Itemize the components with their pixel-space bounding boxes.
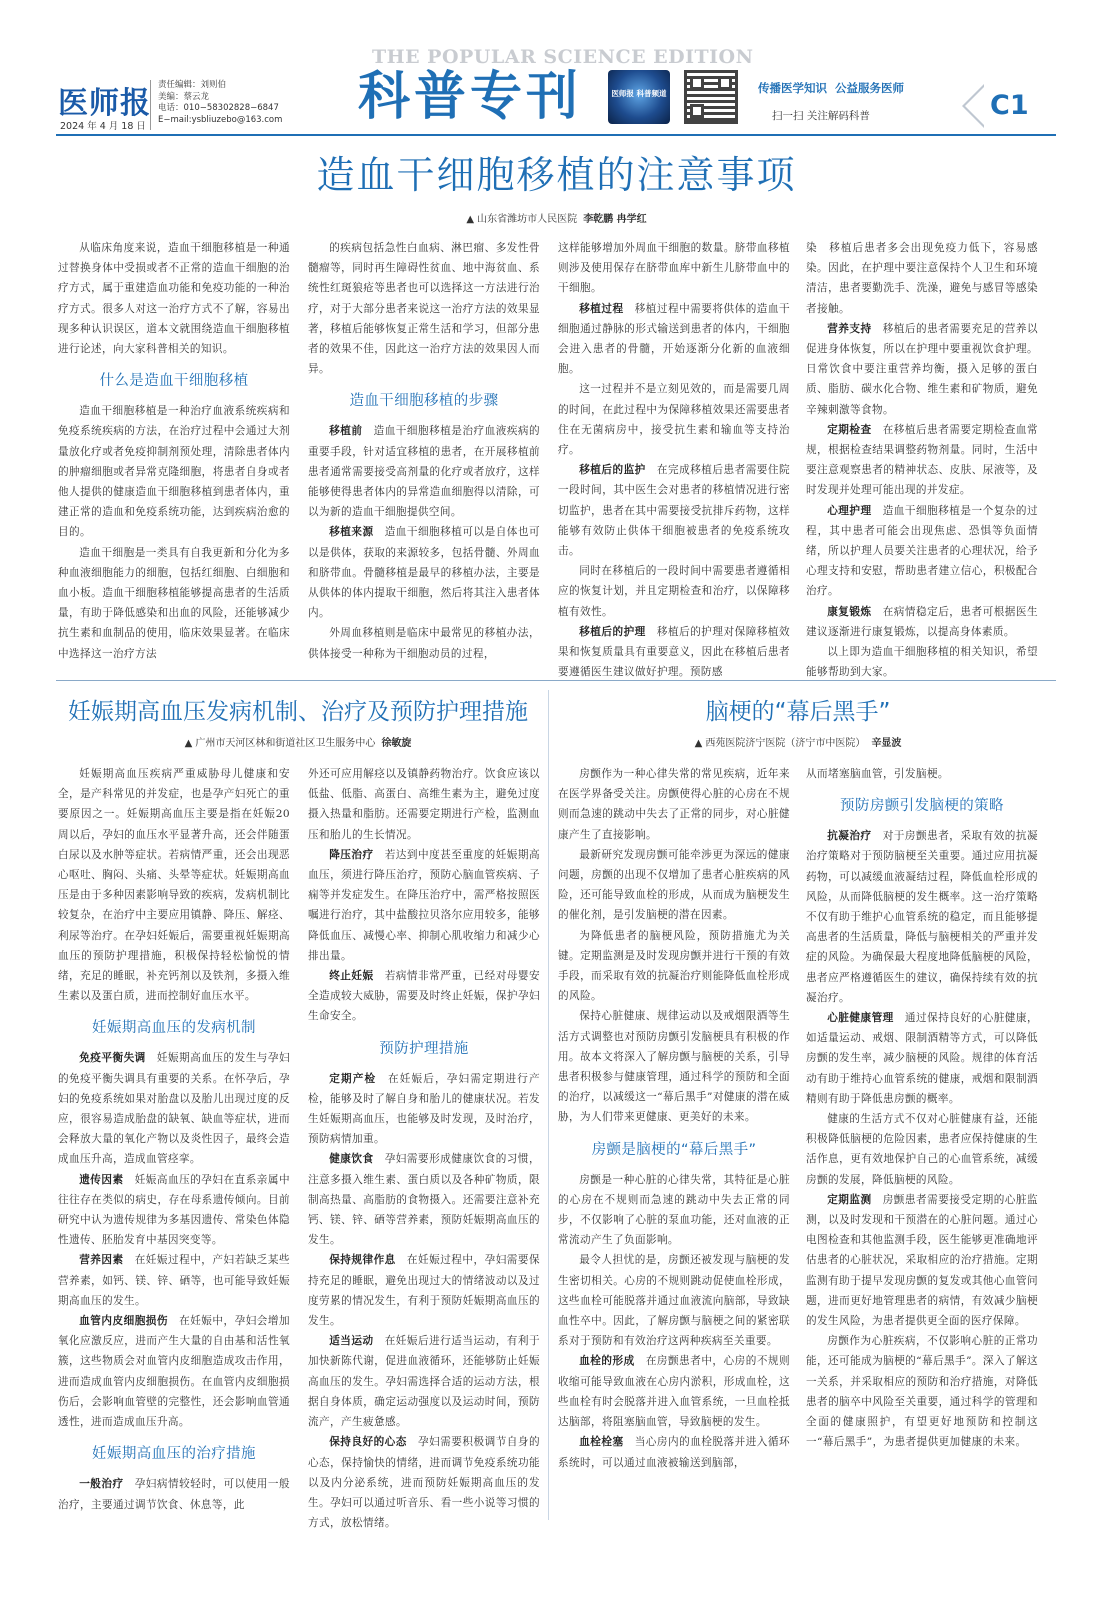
paragraph-keyword: 康复锻炼 xyxy=(827,605,872,618)
paragraph xyxy=(558,926,790,1007)
section-heading: 预防护理措施 xyxy=(379,1040,469,1057)
paragraph xyxy=(558,238,790,299)
article1-col xyxy=(806,238,1038,682)
paragraph xyxy=(558,1432,790,1472)
section-heading: 预防房颤引发脑梗的策略 xyxy=(840,798,1004,815)
paragraph-text: 通过保持良好的心脏健康，如适量运动、戒烟、限制酒精等方式，可以降低房颤的发生率，减少脑梗的风险。规律的体育活动有助于维持心血管系统的健康，戒烟和限制酒精则有助于降低患房颤的概率。 xyxy=(806,1012,1038,1105)
paragraph xyxy=(806,238,1038,319)
article3-col xyxy=(558,764,790,1473)
paragraph xyxy=(558,845,790,926)
article1-byline xyxy=(0,210,1113,225)
paragraph-text: 在妊娠过程中，孕妇需要保持充足的睡眠，避免出现过大的情绪波动以及过度劳累的情况发生，有利于预防妊娠期高血压的发生。 xyxy=(308,1254,540,1328)
article1-col xyxy=(558,238,790,682)
paragraph xyxy=(806,602,1038,642)
article1-title: 造血干细胞移植的注意事项 xyxy=(316,153,797,197)
article3-byline xyxy=(558,734,1038,749)
paragraph xyxy=(806,826,1038,1008)
editor-line: E−mail:ysbliuzebo@163.com xyxy=(158,114,283,125)
article3-title: 脑梗的“幕后黑手” xyxy=(705,699,891,725)
paragraph xyxy=(806,1331,1038,1452)
paragraph xyxy=(58,1311,290,1432)
paragraph xyxy=(308,966,540,1027)
paragraph-keyword: 降压治疗 xyxy=(329,848,374,861)
article2-col xyxy=(308,764,540,1533)
paragraph-text: 移植后的患者需要充足的营养以促进身体恢复，所以在护理中要重视饮食护理。日常饮食中要注重营养均衡，摄入足够的蛋白质、脂肪、碳水化合物、维生素和矿物质，避免辛辣刺激等食物。 xyxy=(806,322,1038,416)
paragraph-text: 在妊娠中，孕妇会增加氧化应激反应，进而产生大量的自由基和活性氧簇，这些物质会对血管内皮细胞造成攻击作用，进而造成血管内皮细胞损伤。在血管内皮细胞损伤后，会影响血管壁的完整性，还会影响血管通透性，进而造成血压升高。 xyxy=(58,1315,291,1429)
masthead-rule xyxy=(56,134,1056,136)
section-heading: 什么是造血干细胞移植 xyxy=(99,373,249,390)
paragraph-keyword: 健康饮食 xyxy=(329,1153,374,1166)
paragraph xyxy=(806,642,1038,682)
editor-line: 责任编辑：刘则伯 xyxy=(158,80,227,90)
paragraph-text: 若病情非常严重，已经对母婴安全造成较大威胁，需要及时终止妊娠，保护孕妇生命安全。 xyxy=(308,970,540,1023)
paragraph xyxy=(58,1250,290,1311)
paragraph-keyword: 心脏健康管理 xyxy=(827,1012,894,1025)
paragraph-keyword: 抗凝治疗 xyxy=(827,830,872,843)
paragraph xyxy=(58,764,290,1006)
paper-name: 医师报 xyxy=(58,86,151,121)
paragraph-text: 孕妇需要形成健康饮食的习惯，注意多摄入维生素、蛋白质以及各种矿物质，限制高热量、高脂肪的食物摄入。还需要注意补充钙、镁、锌、硒等营养素，预防妊娠期高血压的发生。 xyxy=(308,1153,540,1247)
paragraph-keyword: 移植前 xyxy=(329,425,363,438)
paragraph xyxy=(58,1170,290,1251)
paragraph-text: 妊娠高血压的孕妇在直系亲属中往往存在类似的病史，存在母系遗传倾向。目前研究中认为遗传规律为多基因遗传、常染色体隐性遗传、胚胎发育中基因突变等。 xyxy=(58,1173,290,1247)
issue-date: 2024 年 4 月 18 日 xyxy=(60,121,146,132)
paragraph xyxy=(308,1331,540,1432)
paragraph-keyword: 移植后的监护 xyxy=(579,464,646,477)
article3-authors: 辛显波 xyxy=(871,738,902,749)
paragraph xyxy=(558,299,790,380)
paragraph xyxy=(558,764,790,845)
paragraph-text: 保持心脏健康、规律运动以及戒烟限酒等生活方式调整也对预防房颤引发脑梗具有积极的作用。故本文将深入了解房颤与脑梗的关系，引导患者积极参与健康管理，通过科学的预防和全面的治疗，以减缓这一“幕后黑手”对健康的潜在威胁，为人们带来更健康、更美好的未来。 xyxy=(558,1010,790,1124)
paragraph-text: 在移植后患者需要定期检查血常规，根据检查结果调整药物剂量。同时，生活中要注意观察患者的精神状态、皮肤、尿液等，及时发现并处理可能出现的并发症。 xyxy=(806,423,1038,497)
paragraph xyxy=(308,1149,540,1250)
paragraph-keyword: 移植来源 xyxy=(329,526,374,539)
page-tab-inner xyxy=(965,87,984,125)
paragraph-keyword: 免疫平衡失调 xyxy=(79,1052,146,1065)
paragraph-keyword: 定期产检 xyxy=(329,1072,377,1085)
qr-code-icon xyxy=(684,70,738,124)
scan-prompt: 扫一扫 关注解码科普 xyxy=(772,110,870,122)
paragraph-text: 当心房内的血栓脱落并进入循环系统时，可以通过血液被输送到脑部， xyxy=(558,1436,790,1469)
paragraph-keyword: 血栓栓塞 xyxy=(579,1436,624,1449)
article1-affiliation: ▲ 山东省潍坊市人民医院 xyxy=(466,214,578,225)
paragraph xyxy=(806,1190,1038,1331)
paragraph-text: 对于房颤患者，采取有效的抗凝治疗策略对于预防脑梗至关重要。通过应用抗凝药物，可以减缓血液凝结过程，降低血栓形成的风险，从而降低脑梗的发生概率。这一治疗策略不仅有助于维护心血管系统的稳定，而且能够提高患者的生活质量，降低与脑梗相关的严重并发症的风险。为确保最大程度地降低脑梗的风险，患者应严格遵循医生的建议，确保持续有效的抗凝治疗。 xyxy=(806,830,1038,1004)
article1-col xyxy=(308,238,540,664)
paragraph-text: 造血干细胞是一类具有自我更新和分化为多种血液细胞能力的细胞，包括红细胞、白细胞和血小板。造血干细胞移植能够提高患者的生活质量，有助于降低感染和出血的风险，还能够减少抗生素和血制品的使用，临床效果显著。在临床中选择这一治疗方法 xyxy=(58,546,290,660)
paragraph-text: 最新研究发现房颤可能牵涉更为深远的健康问题，房颤的出现不仅增加了患者心脏疾病的风险，还可能导致血栓的形成，从而成为脑梗发生的催化剂，是引发脑梗的潜在因素。 xyxy=(558,848,790,922)
paragraph xyxy=(58,401,290,542)
section-heading: 妊娠期高血压的治疗措施 xyxy=(92,1446,256,1463)
slogan-b: 公益服务医师 xyxy=(835,81,905,95)
section-heading: 造血干细胞移植的步骤 xyxy=(349,393,499,410)
slogan xyxy=(758,80,904,96)
paragraph xyxy=(558,1351,790,1432)
paragraph-keyword: 血管内皮细胞损伤 xyxy=(79,1315,168,1328)
page-number: C1 xyxy=(990,90,1029,121)
paragraph-keyword: 保持良好的心态 xyxy=(329,1436,407,1449)
paragraph xyxy=(558,1250,790,1351)
paragraph xyxy=(558,622,790,683)
paragraph-text: 造血干细胞移植可以是自体也可以是供体，获取的来源较多，包括骨髓、外周血和脐带血。骨髓移植是最早的移植办法，主要是从供体的体内提取干细胞，然后将其注入患者体内。 xyxy=(308,526,540,620)
paragraph-keyword: 终止妊娠 xyxy=(329,970,374,983)
article1-col xyxy=(58,238,290,664)
paragraph xyxy=(58,238,290,359)
paragraph xyxy=(558,379,790,460)
paragraph-text: 最令人担忧的是，房颤还被发现与脑梗的发生密切相关。心房的不规则跳动促使血栓形成，这些血栓可能脱落并通过血液流向脑部，导致缺血性卒中。因此，了解房颤与脑梗之间的紧密联系对于预防和有效治疗这两种疾病至关重要。 xyxy=(558,1254,790,1348)
paragraph-text: 妊娠期高血压的发生与孕妇的免疫平衡失调具有重要的关系。在怀孕后，孕妇的免疫系统如果对胎盘以及胎儿出现过度的反应，很容易造成胎盘的缺氧、缺血等症状，进而会释放大量的氧化产物以及炎性因子，最终会造成血压升高，造成血管痉挛。 xyxy=(58,1052,290,1166)
paragraph xyxy=(308,845,540,966)
paragraph xyxy=(308,1250,540,1331)
paragraph xyxy=(308,522,540,623)
paragraph-keyword: 一般治疗 xyxy=(79,1478,124,1491)
article3-affiliation: ▲ 西苑医院济宁医院（济宁市中医院） xyxy=(694,738,866,749)
paragraph-text: 移植后的护理对保障移植效果和恢复质量具有重要意义，因此在移植后患者要遵循医生建议做好护理。预防感 xyxy=(558,625,790,679)
paragraph-text: 孕妇需要积极调节自身的心态，保持愉快的情绪，进而调节免疫系统功能以及内分泌系统，进而预防妊娠期高血压的发生。孕妇可以通过听音乐、看一些小说等习惯的方式，放松情绪。 xyxy=(308,1436,540,1530)
paragraph-keyword: 定期检查 xyxy=(827,423,872,436)
paragraph-text: 在妊娠后，孕妇需定期进行产检，能够及时了解自身和胎儿的健康状况。若发生妊娠期高血压，也能够及时发现，及时治疗，预防病情加重。 xyxy=(308,1072,540,1146)
paragraph xyxy=(558,460,790,561)
paragraph-text: 在妊娠后进行适当运动，有利于加快新陈代谢，促进血液循环，还能够防止妊娠高血压的发生。孕妇需选择合适的运动方法，根据自身体质，确定运动强度以及运动时间，预防流产，产生疲惫感。 xyxy=(308,1335,540,1429)
paragraph-text: 在妊娠过程中，产妇若缺乏某些营养素，如钙、镁、锌、硒等，也可能导致妊娠期高血压的发生。 xyxy=(58,1254,290,1307)
paragraph xyxy=(308,1432,540,1533)
article2-col xyxy=(58,764,290,1515)
article2-title: 妊娠期高血压发病机制、治疗及预防护理措施 xyxy=(68,699,528,725)
paragraph xyxy=(308,421,540,522)
section-heading: 房颤是脑梗的“幕后黑手” xyxy=(591,1141,757,1158)
paragraph-keyword: 心理护理 xyxy=(827,504,872,517)
editor-info xyxy=(158,80,282,126)
paragraph-text: 从临床角度来说，造血干细胞移植是一种通过替换身体中受损或者不正常的造血干细胞的治疗方式，属于重建造血功能和免疫功能的一种治疗方式。很多人对这一治疗方式不了解，容易出现多种认识误区，道本文就围绕造血干细胞移植进行论述，向大家科普相关的知识。 xyxy=(58,242,290,356)
paragraph-text: 造血干细胞移植是治疗血液疾病的重要手段，针对适宜移植的患者，在开展移植前患者通常需要接受高剂量的化疗或者放疗，这样能够使得患者体内的异常造血细胞得以清除，可以为新的造血干细胞提供空间。 xyxy=(308,425,541,519)
paragraph xyxy=(308,764,540,845)
section-title: 科普专刊 xyxy=(358,67,583,127)
paragraph-keyword: 保持规律作息 xyxy=(329,1254,396,1267)
paragraph-text: 健康的生活方式不仅对心脏健康有益，还能积极降低脑梗的危险因素，患者应保持健康的生活作息，更有效地保护自己的心血管系统，减缓房颤的发展，降低脑梗的风险。 xyxy=(806,1113,1038,1186)
paragraph xyxy=(58,1048,290,1169)
paragraph-text: 房颤作为心脏疾病，不仅影响心脏的正常功能，还可能成为脑梗的“幕后黑手”。深入了解这一关系，并采取相应的预防和治疗措施，对降低患者的脑卒中风险至关重要，通过科学的管理和全面的健康照护，有望更好地预防和控制这一“幕后黑手”，为患者提供更加健康的未来。 xyxy=(806,1335,1038,1449)
paragraph-keyword: 营养支持 xyxy=(827,322,872,335)
section-divider xyxy=(56,680,1056,681)
editor-line: 美编：蔡云龙 xyxy=(158,91,210,102)
paragraph-text: 造血干细胞移植是一个复杂的过程，其中患者可能会出现焦虑、恐惧等负面情绪，所以护理人员要关注患者的心理状况，给予心理支持和安慰，帮助患者建立信心，积极配合治疗。 xyxy=(806,504,1038,598)
paragraph-keyword: 遗传因素 xyxy=(79,1173,124,1186)
masthead xyxy=(0,0,1113,135)
paragraph-keyword: 移植后的护理 xyxy=(579,625,646,638)
paragraph xyxy=(58,543,290,664)
paragraph-text: 的疾病包括急性白血病、淋巴瘤、多发性骨髓瘤等，同时再生障碍性贫血、地中海贫血、系统性红斑狼疮等患者也可以选择这一方法进行治疗，对于大部分患者来说这一治疗方法的效果显著，移植后能够恢复正常生活和学习，但部分患者的效果不佳，因此这一治疗方法的效果因人而异。 xyxy=(308,242,540,376)
section-heading: 妊娠期高血压的发病机制 xyxy=(92,1020,256,1037)
paragraph-text: 孕妇病情较轻时，可以使用一般治疗，主要通过调节饮食、休息等，此 xyxy=(58,1478,290,1511)
slogan-a: 传播医学知识 xyxy=(758,81,827,95)
paragraph-keyword: 适当运动 xyxy=(329,1335,374,1348)
paragraph xyxy=(806,1109,1038,1190)
paragraph-text: 为降低患者的脑梗风险，预防措施尤为关键。定期监测是及时发现房颤并进行干预的有效手段，而采取有效的抗凝治疗则能降低血栓形成的风险。 xyxy=(558,929,790,1003)
paragraph xyxy=(806,319,1038,420)
paragraph xyxy=(806,420,1038,501)
paragraph-text: 这样能够增加外周血干细胞的数量。脐带血移植则涉及使用保存在脐带血库中新生儿脐带血中的干细胞。 xyxy=(558,242,790,295)
paragraph-text: 若达到中度甚至重度的妊娠期高血压，须进行降压治疗，预防心脑血管疾病、子痫等并发症发生。在降压治疗中，需严格按照医嘱进行治疗，其中盐酸拉贝洛尔应用较多，能够降低血压、减慢心率、抑制心肌收缩力和减少心排出量。 xyxy=(308,848,540,962)
paragraph-text: 以上即为造血干细胞移植的相关知识，希望能够帮助到大家。 xyxy=(806,646,1038,679)
editor-line: 电话：010−58302828−6847 xyxy=(158,103,279,113)
article2-authors: 徐敏旋 xyxy=(381,738,412,749)
paragraph xyxy=(308,623,540,663)
paragraph xyxy=(806,501,1038,602)
article3-col xyxy=(806,764,1038,1453)
paragraph xyxy=(558,1006,790,1127)
paragraph xyxy=(806,1008,1038,1109)
paragraph xyxy=(308,238,540,379)
paragraph-text: 妊娠期高血压疾病严重威胁母儿健康和安全，是产科常见的并发症，也是孕产妇死亡的重要原因之一。妊娠期高血压主要是指在妊娠20周以后，孕妇的血压水平显著升高，还会伴随蛋白尿以及水肿等症状。若病情严重，还会出现恶心呕吐、胸闷、头痛、头晕等症状。妊娠期高血压是由于多种因素影响导致的疾病，发病机制比较复杂，在治疗中主要应用镇静、降压、解痉、利尿等治疗。在孕妇妊娠后，需要重视妊娠期高血压的预防护理措施，积极保持轻松愉悦的情绪，充足的睡眠，补充钙剂以及铁剂，多摄入维生素以及蛋白质，进而控制好血压水平。 xyxy=(58,768,290,1003)
edition-english-title: THE POPULAR SCIENCE EDITION xyxy=(372,46,754,68)
paragraph xyxy=(558,1170,790,1251)
paragraph-text: 在完成移植后患者需要住院一段时间，其中医生会对患者的移植情况进行密切监护，患者在其中需要接受抗排斥药物，这样能够有效防止供体干细胞被患者的免疫系统攻击。 xyxy=(558,464,790,558)
logo-badge xyxy=(608,70,670,124)
paragraph-keyword: 定期监测 xyxy=(827,1193,872,1206)
article1-authors: 李乾鹏 冉学红 xyxy=(583,214,647,225)
paragraph-text: 房颤患者需要接受定期的心脏监测，以及时发现和干预潜在的心脏问题。通过心电图检查和其他监测手段，医生能够更准确地评估患者的心脏状况，采取相应的治疗措施。定期监测有助于提早发现房颤的复发或其他心血管问题，进而更好地管理患者的病情，有效减少脑梗的发生风险，为患者提供更全面的医疗保障。 xyxy=(806,1193,1038,1328)
paragraph xyxy=(58,1474,290,1514)
logo-text: 医师报 科普频道 xyxy=(611,89,667,98)
paragraph-text: 房颤是一种心脏的心律失常，其特征是心脏的心房在不规则而急速的跳动中失去正常的同步，不仅影响了心脏的泵血功能，还对血液的正常流动产生了负面影响。 xyxy=(558,1173,790,1247)
paragraph-text: 在房颤患者中，心房的不规则收缩可能导致血液在心房内淤积，形成血栓，这些血栓有时会脱落并进入血管系统，一旦血栓抵达脑部，将阻塞脑血管，导致脑梗的发生。 xyxy=(558,1355,791,1429)
masthead-divider xyxy=(150,80,151,130)
paragraph xyxy=(308,1069,540,1150)
paragraph xyxy=(806,764,1038,784)
paragraph xyxy=(558,561,790,622)
paragraph-text: 房颤作为一种心律失常的常见疾病，近年来在医学界备受关注。房颤使得心脏的心房在不规则而急速的跳动中失去了正常的同步，对心脏健康产生了直接影响。 xyxy=(558,768,790,841)
paragraph-keyword: 移植过程 xyxy=(579,302,624,315)
paragraph-text: 这一过程并不是立刻见效的，而是需要几周的时间，在此过程中为保障移植效果还需要患者住在无菌病房中，接受抗生素和输血等支持治疗。 xyxy=(558,383,790,457)
column-divider xyxy=(548,690,549,1520)
paragraph-keyword: 营养因素 xyxy=(79,1254,124,1267)
paragraph-text: 移植过程中需要将供体的造血干细胞通过静脉的形式输送到患者的体内，干细胞会进入患者的骨髓，开始逐渐分化新的血液细胞。 xyxy=(558,302,790,376)
paragraph-text: 同时在移植后的一段时间中需要患者遵循相应的恢复计划，并且定期检查和治疗，以保障移植有效性。 xyxy=(558,565,790,618)
paragraph-text: 染 移植后患者多会出现免疫力低下，容易感染。因此，在护理中要注意保持个人卫生和环境清洁，患者要勤洗手、洗澡，避免与感冒等感染者接触。 xyxy=(806,242,1038,315)
article2-affiliation: ▲ 广州市天河区林和街道社区卫生服务中心 xyxy=(184,738,376,749)
paragraph-text: 从而堵塞脑血管，引发脑梗。 xyxy=(806,768,949,780)
paragraph-text: 外还可应用解痉以及镇静药物治疗。饮食应该以低盐、低脂、高蛋白、高维生素为主，避免过度摄入热量和脂肪。还需要定期进行产检，监测血压和胎儿的生长情况。 xyxy=(308,768,540,841)
paragraph-text: 造血干细胞移植是一种治疗血液系统疾病和免疫系统疾病的方法，在治疗过程中会通过大剂量放化疗或者免疫抑制剂预处理，清除患者体内的肿瘤细胞或者异常克隆细胞，将患者自身或者他人提供的健康造血干细胞移植到患者体内，重建正常的造血和免疫系统功能，达到疾病治愈的目的。 xyxy=(58,405,290,539)
article2-byline xyxy=(58,734,538,749)
paragraph-keyword: 血栓的形成 xyxy=(579,1355,635,1368)
paragraph-text: 在病情稳定后，患者可根据医生建议逐渐进行康复锻炼，以提高身体素质。 xyxy=(806,605,1038,638)
paragraph-text: 外周血移植则是临床中最常见的移植办法，供体接受一种称为干细胞动员的过程， xyxy=(308,627,540,660)
